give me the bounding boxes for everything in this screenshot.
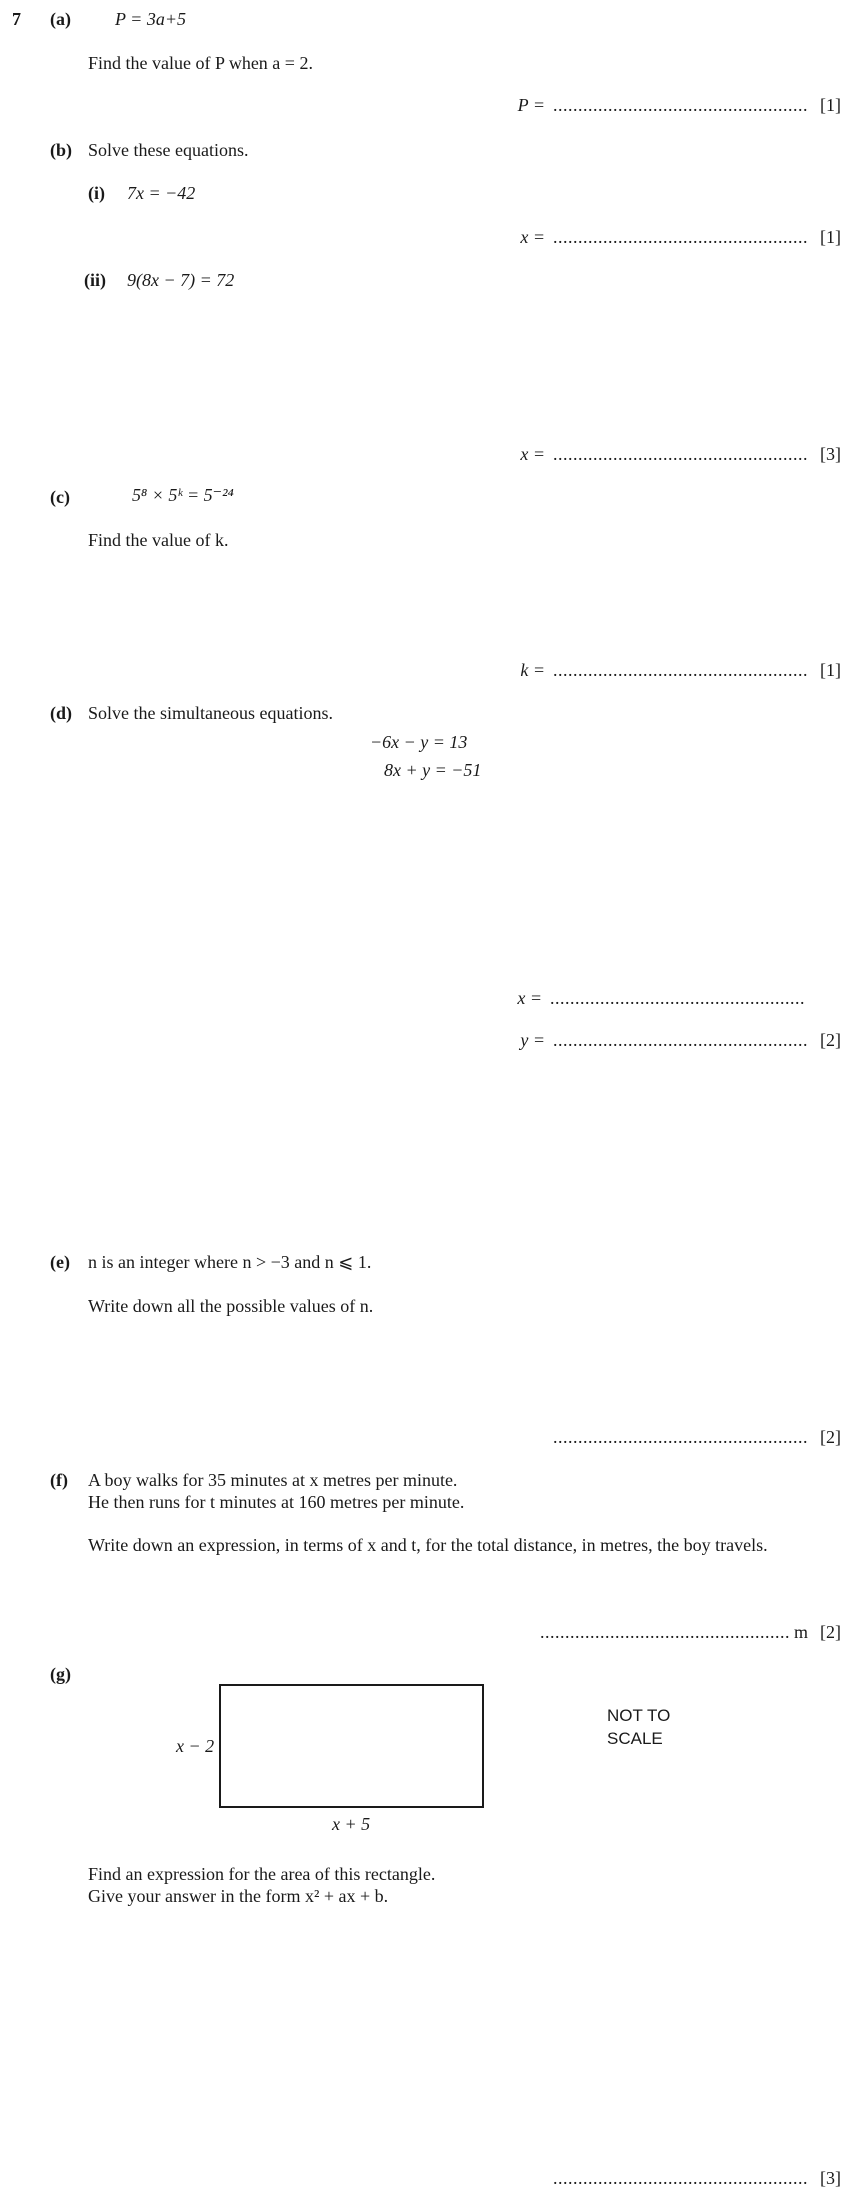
answer-dots: .................................................. [539, 1622, 790, 1642]
part-f-instruction: Write down an expression, in terms of x and t, for the total distance, in metres, the boy travels. [88, 1535, 768, 1555]
answer-dots: ................................................... [553, 1030, 808, 1050]
part-d-label: (d) [50, 703, 72, 723]
part-d-instruction: Solve the simultaneous equations. [88, 703, 333, 723]
answer-label: y = [520, 1030, 545, 1050]
part-d-answer-y-line[interactable] [520, 1029, 841, 1051]
answer-dots: ................................................... [553, 1427, 808, 1447]
part-e-label: (e) [50, 1252, 70, 1272]
part-f-line-2: He then runs for t minutes at 160 metres per minute. [88, 1492, 465, 1512]
part-b-ii-label: (ii) [84, 270, 106, 290]
marks: [3] [820, 2168, 841, 2188]
answer-dots: ................................................... [553, 2168, 808, 2188]
unit-label: m [793, 1622, 808, 1642]
part-e-instruction: Write down all the possible values of n. [88, 1296, 374, 1316]
part-a-formula: P = 3a+5 [115, 9, 186, 29]
part-d-answer-x-line[interactable] [517, 987, 805, 1009]
rectangle-bottom-label: x + 5 [332, 1814, 371, 1834]
rectangle-side-label: x − 2 [176, 1736, 215, 1756]
answer-dots: ................................................... [553, 227, 808, 247]
answer-label: k = [520, 660, 545, 680]
part-a-answer-line[interactable] [518, 94, 841, 116]
part-b-ii-answer-line[interactable] [520, 443, 841, 465]
answer-label: x = [520, 227, 545, 247]
marks: [3] [820, 444, 841, 464]
not-to-scale-line-1: NOT TO [607, 1706, 671, 1725]
part-b-instruction: Solve these equations. [88, 140, 249, 160]
part-f-line-1: A boy walks for 35 minutes at x metres per minute. [88, 1470, 458, 1490]
answer-dots: ................................................... [550, 988, 805, 1008]
answer-label: x = [520, 444, 545, 464]
part-a-instruction: Find the value of P when a = 2. [88, 53, 313, 73]
part-c-instruction: Find the value of k. [88, 530, 229, 550]
part-b-i-equation: 7x = −42 [127, 183, 196, 203]
part-b-i-answer-line[interactable] [520, 226, 841, 248]
part-d-equation-1: −6x − y = 13 [370, 732, 468, 752]
part-c-equation: 5⁸ × 5ᵏ = 5⁻²⁴ [132, 485, 234, 505]
marks: [2] [820, 1030, 841, 1050]
marks: [1] [820, 227, 841, 247]
part-f-answer-line[interactable] [540, 1621, 841, 1643]
answer-dots: ................................................... [553, 444, 808, 464]
part-d-equation-2: 8x + y = −51 [384, 760, 482, 780]
part-f-label: (f) [50, 1470, 68, 1490]
part-b-label: (b) [50, 140, 72, 160]
answer-label: P = [517, 95, 545, 115]
part-c-label: (c) [50, 487, 70, 507]
rectangle-diagram [219, 1684, 484, 1808]
part-b-ii-equation: 9(8x − 7) = 72 [127, 270, 235, 290]
answer-dots: ................................................... [553, 95, 808, 115]
part-c-answer-line[interactable] [520, 659, 841, 681]
part-b-i-label: (i) [88, 183, 105, 203]
part-g-answer-line[interactable] [553, 2167, 841, 2189]
question-number: 7 [12, 9, 21, 29]
marks: [1] [820, 95, 841, 115]
part-g-instruction-2: Give your answer in the form x² + ax + b. [88, 1886, 389, 1906]
part-g-label: (g) [50, 1664, 71, 1684]
part-e-statement: n is an integer where n > −3 and n ⩽ 1. [88, 1252, 372, 1272]
part-a-label: (a) [50, 9, 71, 29]
marks: [1] [820, 660, 841, 680]
part-e-answer-line[interactable] [553, 1426, 841, 1448]
marks: [2] [820, 1427, 841, 1447]
answer-label: x = [517, 988, 542, 1008]
answer-dots: ................................................... [553, 660, 808, 680]
marks: [2] [820, 1622, 841, 1642]
not-to-scale-line-2: SCALE [607, 1729, 663, 1748]
part-g-instruction-1: Find an expression for the area of this rectangle. [88, 1864, 436, 1884]
